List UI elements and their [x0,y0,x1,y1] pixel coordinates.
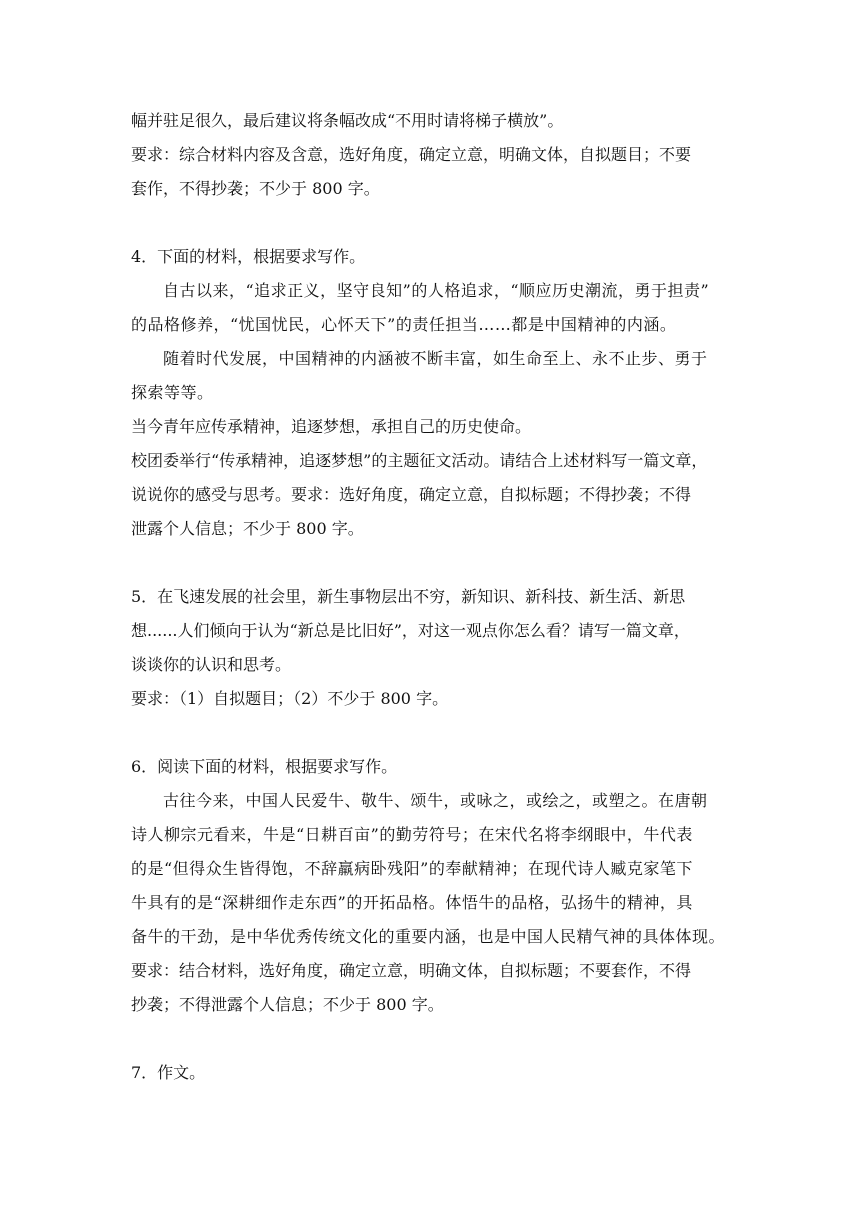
text-line: 校团委举行“传承精神，追逐梦想”的主题征文活动。请结合上述材料写一篇文章， [131,451,708,470]
material-line: 牛具有的是“深耕细作走东西”的开拓品格。体悟牛的品格，弘扬牛的精神，具 [131,893,693,912]
material-line: 备牛的干劲，是中华优秀传统文化的重要内涵，也是中国人民精气神的具体体现。 [131,927,726,946]
blank-line [131,1022,735,1056]
requirement-line: 要求：综合材料内容及含意，选好角度，确定立意，明确文体，自拟题目；不要 [131,145,692,164]
requirement-line: 说说你的感受与思考。要求：选好角度，确定立意，自拟标题；不得抄袭；不得 [131,485,692,504]
blank-line [131,546,735,580]
question-4 [131,240,735,546]
material-line: 古往今来，中国人民爱牛、敬牛、颂牛，或咏之，或绘之，或塑之。在唐朝 [163,791,708,810]
material-line: 诗人柳宗元看来，牛是“日耕百亩”的勤劳符号；在宋代名将李纲眼中，牛代表 [131,825,693,844]
material-line: 的是“但得众生皆得饱，不辞羸病卧残阳”的奉献精神；在现代诗人臧克家笔下 [131,859,693,878]
material-line: 的品格修养，“忧国忧民，心怀天下”的责任担当……都是中国精神的内涵。 [131,315,677,334]
material-line: 自古以来，“追求正义，坚守良知”的人格追求，“顺应历史潮流，勇于担责” [163,281,710,300]
requirement-line: 套作，不得抄袭；不少于 800 字。 [131,179,380,198]
requirement-line: 要求：结合材料，选好角度，确定立意，明确文体，自拟标题；不要套作，不得 [131,961,692,980]
text-line: 谈谈你的认识和思考。 [131,655,292,674]
question-6 [131,750,735,1022]
requirement-line: 抄袭；不得泄露个人信息；不少于 800 字。 [131,995,444,1014]
material-line: 随着时代发展，中国精神的内涵被不断丰富，如生命至上、永不止步、勇于 [163,349,708,368]
requirement-line: 要求：（1）自拟题目；（2）不少于 800 字。 [131,689,449,708]
question-3-continuation [131,104,735,206]
material-line: 探索等等。 [131,383,214,402]
question-heading: 5．在飞速发展的社会里，新生事物层出不穷，新知识、新科技、新生活、新思 [131,587,686,606]
question-5 [131,580,735,716]
text-line: 想......人们倾向于认为“新总是比旧好”，对这一观点你怎么看？请写一篇文章， [131,621,690,640]
question-heading: 7．作文。 [131,1063,206,1082]
question-7 [131,1056,735,1090]
blank-line [131,206,735,240]
requirement-line: 泄露个人信息；不少于 800 字。 [131,519,364,538]
question-heading: 4．下面的材料，根据要求写作。 [131,247,366,266]
document-body [131,104,735,1090]
text-line: 幅并驻足很久，最后建议将条幅改成“不用时请将梯子横放”。 [131,111,564,130]
text-line: 当今青年应传承精神，追逐梦想，承担自己的历史使命。 [131,417,532,436]
question-heading: 6．阅读下面的材料，根据要求写作。 [131,757,398,776]
blank-line [131,716,735,750]
